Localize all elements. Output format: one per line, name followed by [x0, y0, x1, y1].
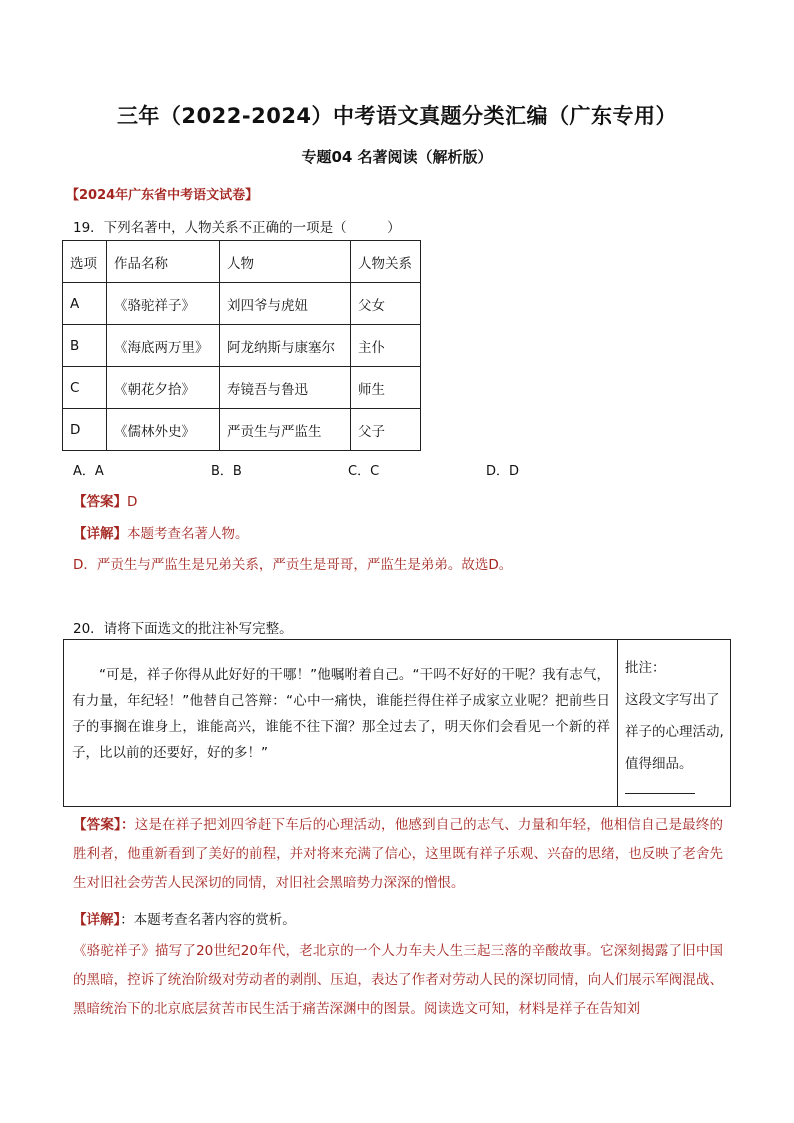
table-cell: 父子 — [351, 409, 421, 451]
document-title: 三年（2022-2024）中考语文真题分类汇编（广东专用） — [116, 104, 678, 128]
document-subtitle: 专题04 名著阅读（解析版） — [301, 148, 493, 166]
table-row — [63, 283, 421, 325]
detail-label: 【详解】 — [73, 912, 121, 928]
q19-question: 19．下列名著中，人物关系不正确的一项是（ ） — [73, 220, 401, 236]
table-cell: 阿龙纳斯与康塞尔 — [220, 325, 351, 367]
table-cell: 《儒林外史》 — [107, 409, 220, 451]
answer-text: 这是在祥子把刘四爷赶下车后的心理活动，他感到自己的志气、力量和年轻，他相信自己是最终的胜利者，他重新看到了美好的前程，并对将来充满了信心，这里既有祥子乐观、兴奋的思绪，也反映了老舍先生对旧社会劳苦人民深切的同情，对旧社会黑暗势力深深的憎恨。 — [73, 817, 724, 891]
q20-detail — [73, 908, 296, 928]
q19-option-c: C．C — [348, 464, 380, 479]
q19-explanation: D．严贡生与严监生是兄弟关系，严贡生是哥哥，严监生是弟弟。故选D。 — [73, 557, 513, 573]
answer-label: 【答案】： — [73, 817, 135, 833]
table-cell: 师生 — [351, 367, 421, 409]
answer-label: 【答案】 — [73, 494, 127, 510]
table-header-cell: 人物 — [220, 241, 351, 283]
q20-annotation — [625, 652, 725, 780]
note-label: 批注： — [625, 660, 666, 676]
table-cell: 《骆驼祥子》 — [107, 283, 220, 325]
table-cell: D — [63, 409, 107, 451]
table-cell: 主仆 — [351, 325, 421, 367]
q19-option-a: A．A — [73, 464, 104, 479]
table-cell: B — [63, 325, 107, 367]
box-divider — [617, 639, 618, 807]
q20-analysis: 《骆驼祥子》描写了20世纪20年代，老北京的一个人力车夫人生三起三落的辛酸故事。它深刻揭露了旧中国的黑暗，控诉了统治阶级对劳动者的剥削、压迫，表达了作者对劳动人民的深切同情，向人们展示军阀混战、黑暗统治下的北京底层贫苦市民生活于痛苦深渊中的图景。阅读选文可知，材料是祥子在告知刘 — [73, 943, 723, 1017]
table-cell: 《朝花夕拾》 — [107, 367, 220, 409]
table-row — [63, 409, 421, 451]
table-cell: A — [63, 283, 107, 325]
table-header-cell: 作品名称 — [107, 241, 220, 283]
q19-option-b: B．B — [211, 464, 242, 479]
table-cell: C — [63, 367, 107, 409]
q19-detail — [73, 522, 249, 542]
table-cell: 父女 — [351, 283, 421, 325]
q20-question: 20．请将下面选文的批注补写完整。 — [73, 621, 293, 637]
q19-answer — [73, 490, 137, 510]
q20-passage: “可是，祥子你得从此好好的干哪！”他嘱咐着自己。“干吗不好好的干呢？我有志气，有力量，年纪轻！”他替自己答辩：“心中一痛快，谁能拦得住祥子成家立业呢？把前些日子的事搁在谁身上，谁能高兴，谁能不往下溜？那全过去了，明天你们会看见一个新的祥子，比以前的还要好，好的多！” — [72, 667, 610, 761]
note-text: 这段文字写出了祥子的心理活动,值得细品。 — [625, 692, 724, 772]
q20-answer — [73, 811, 723, 898]
table-row — [63, 367, 421, 409]
table-cell: 刘四爷与虎妞 — [220, 283, 351, 325]
table-header-cell: 人物关系 — [351, 241, 421, 283]
detail-text: 本题考查名著人物。 — [127, 526, 249, 542]
table-cell: 寿镜吾与鲁迅 — [220, 367, 351, 409]
q19-table — [62, 240, 421, 451]
table-header-row — [63, 241, 421, 283]
table-row — [63, 325, 421, 367]
detail-label: 【详解】 — [73, 526, 127, 542]
detail-text: ：本题考查名著内容的赏析。 — [120, 912, 296, 928]
section-label: 【2024年广东省中考语文试卷】 — [66, 188, 259, 203]
table-cell: 《海底两万里》 — [107, 325, 220, 367]
table-cell: 严贡生与严监生 — [220, 409, 351, 451]
fill-in-blank[interactable] — [625, 793, 695, 794]
table-header-cell: 选项 — [63, 241, 107, 283]
q19-option-d: D．D — [486, 464, 520, 479]
answer-value: D — [127, 494, 138, 510]
